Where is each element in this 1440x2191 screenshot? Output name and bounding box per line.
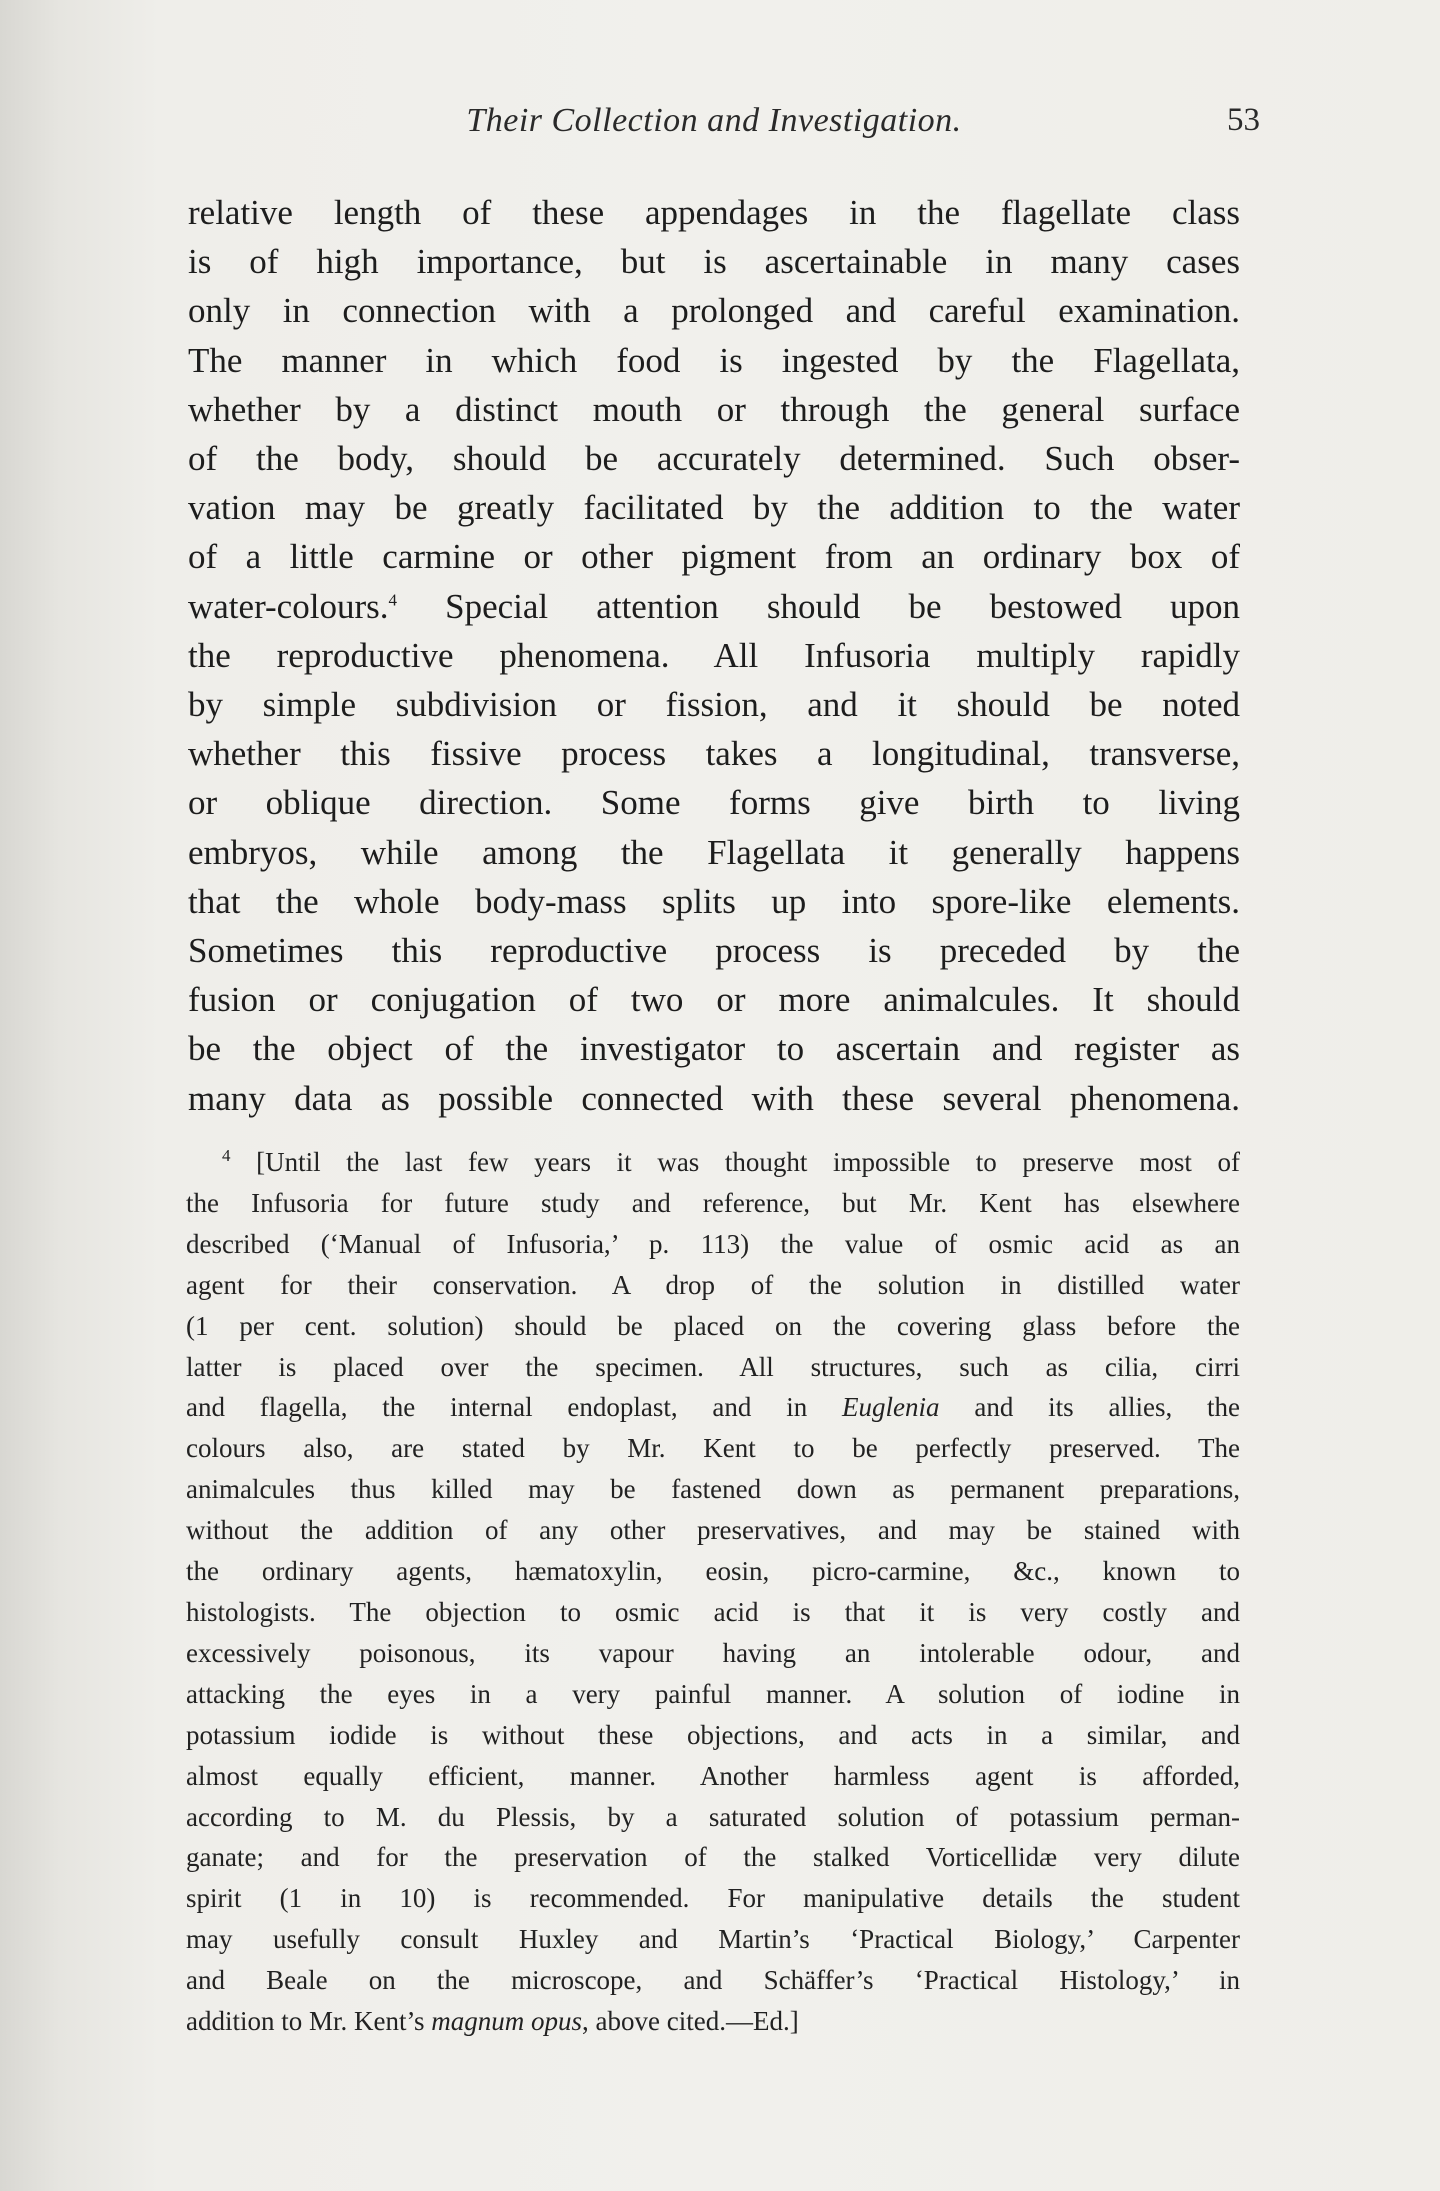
running-title: Their Collection and Investigation. — [466, 102, 962, 139]
footnote-line: may usefully consult Huxley and Martin’s ‘Practical Biology,’ Carpenter — [186, 1924, 1240, 1955]
footnote-line: according to M. du Plessis, by a saturated solution of potassium perman- — [186, 1801, 1240, 1832]
footnote-line-end: , above cited.—Ed.] — [582, 2006, 799, 2037]
footnote-line: ganate; and for the preservation of the stalked Vorticellidæ very dilute — [186, 1842, 1240, 1873]
footnote-line-text: [Until the last few years it was thought impossible to preserve most of — [256, 1147, 1240, 1177]
body-paragraph — [188, 188, 1240, 1123]
italic-magnum-opus: magnum opus — [431, 2006, 583, 2037]
body-line: of the body, should be accurately determined. Such obser- — [188, 439, 1240, 479]
body-line: whether this fissive process takes a longitudinal, transverse, — [188, 734, 1240, 774]
footnote-line — [186, 2001, 1240, 2042]
body-line: vation may be greatly facilitated by the addition to the water — [188, 488, 1240, 528]
footnote-reference[interactable]: 4 — [388, 589, 397, 609]
body-line: be the object of the investigator to ascertain and register as — [188, 1029, 1240, 1069]
footnote-line: the ordinary agents, hæmatoxylin, eosin, picro-carmine, &c., known to — [186, 1556, 1240, 1587]
footnote-line: the Infusoria for future study and reference, but Mr. Kent has elsewhere — [186, 1187, 1240, 1218]
body-line: only in connection with a prolonged and careful examination. — [188, 291, 1240, 331]
footnote-line: colours also, are stated by Mr. Kent to be perfectly preserved. The — [186, 1433, 1240, 1464]
footnote-line: spirit (1 in 10) is recommended. For manipulative details the student — [186, 1883, 1240, 1914]
footnote-line: animalcules thus killed may be fastened down as permanent preparations, — [186, 1474, 1240, 1505]
body-line: by simple subdivision or fission, and it should be noted — [188, 685, 1240, 725]
body-line: fusion or conjugation of two or more animalcules. It should — [188, 980, 1240, 1020]
body-line: whether by a distinct mouth or through the general surface — [188, 389, 1240, 429]
body-line: the reproductive phenomena. All Infusoria multiply rapidly — [188, 635, 1240, 675]
body-line-end: Special attention should be bestowed upon — [396, 586, 1240, 626]
footnote-line-start: and flagella, the internal endoplast, and in — [186, 1392, 843, 1423]
footnote-line: histologists. The objection to osmic acid is that it is very costly and — [186, 1596, 1240, 1627]
body-line: or oblique direction. Some forms give birth to living — [188, 783, 1240, 823]
body-line: embryos, while among the Flagellata it generally happens — [188, 832, 1240, 872]
footnote-line: almost equally efficient, manner. Another harmless agent is afforded, — [186, 1760, 1240, 1791]
footnote-line: and Beale on the microscope, and Schäffer’s ‘Practical Histology,’ in — [186, 1965, 1240, 1996]
footnote-line-start: addition to Mr. Kent’s — [186, 2006, 432, 2037]
footnote-line: latter is placed over the specimen. All structures, such as cilia, cirri — [186, 1351, 1240, 1382]
body-line: Sometimes this reproductive process is preceded by the — [188, 931, 1240, 971]
footnote-line-end: and its allies, the — [939, 1392, 1240, 1423]
footnote-line: agent for their conservation. A drop of the solution in distilled water — [186, 1269, 1240, 1300]
footnote-line — [186, 1387, 1240, 1428]
italic-genus-name: Euglenia — [842, 1392, 940, 1423]
body-line-with-footnote-ref — [188, 582, 1240, 631]
footnote-line: described (‘Manual of Infusoria,’ p. 113) the value of osmic acid as an — [186, 1228, 1240, 1259]
body-line: is of high importance, but is ascertainable in many cases — [188, 242, 1240, 282]
body-line: many data as possible connected with these several phenomena. — [188, 1078, 1240, 1118]
footnote-line: excessively poisonous, its vapour having an intolerable odour, and — [186, 1637, 1240, 1668]
footnote-line — [186, 1142, 1240, 1183]
footnote-line: attacking the eyes in a very painful manner. A solution of iodine in — [186, 1678, 1240, 1709]
footnote-line: (1 per cent. solution) should be placed on the covering glass before the — [186, 1310, 1240, 1341]
page-number: 53 — [1227, 102, 1260, 138]
running-header — [188, 102, 1260, 146]
body-line: that the whole body-mass splits up into spore-like elements. — [188, 881, 1240, 921]
footnote-mark: 4 — [222, 1146, 231, 1165]
body-line: of a little carmine or other pigment from an ordinary box of — [188, 537, 1240, 577]
footnote-line: without the addition of any other preservatives, and may be stained with — [186, 1515, 1240, 1546]
body-line: The manner in which food is ingested by the Flagellata, — [188, 340, 1240, 380]
body-line-start: water-colours. — [188, 586, 389, 626]
body-line: relative length of these appendages in the flagellate class — [188, 193, 1240, 232]
footnote — [186, 1142, 1240, 2042]
footnote-line: potassium iodide is without these objections, and acts in a similar, and — [186, 1719, 1240, 1750]
